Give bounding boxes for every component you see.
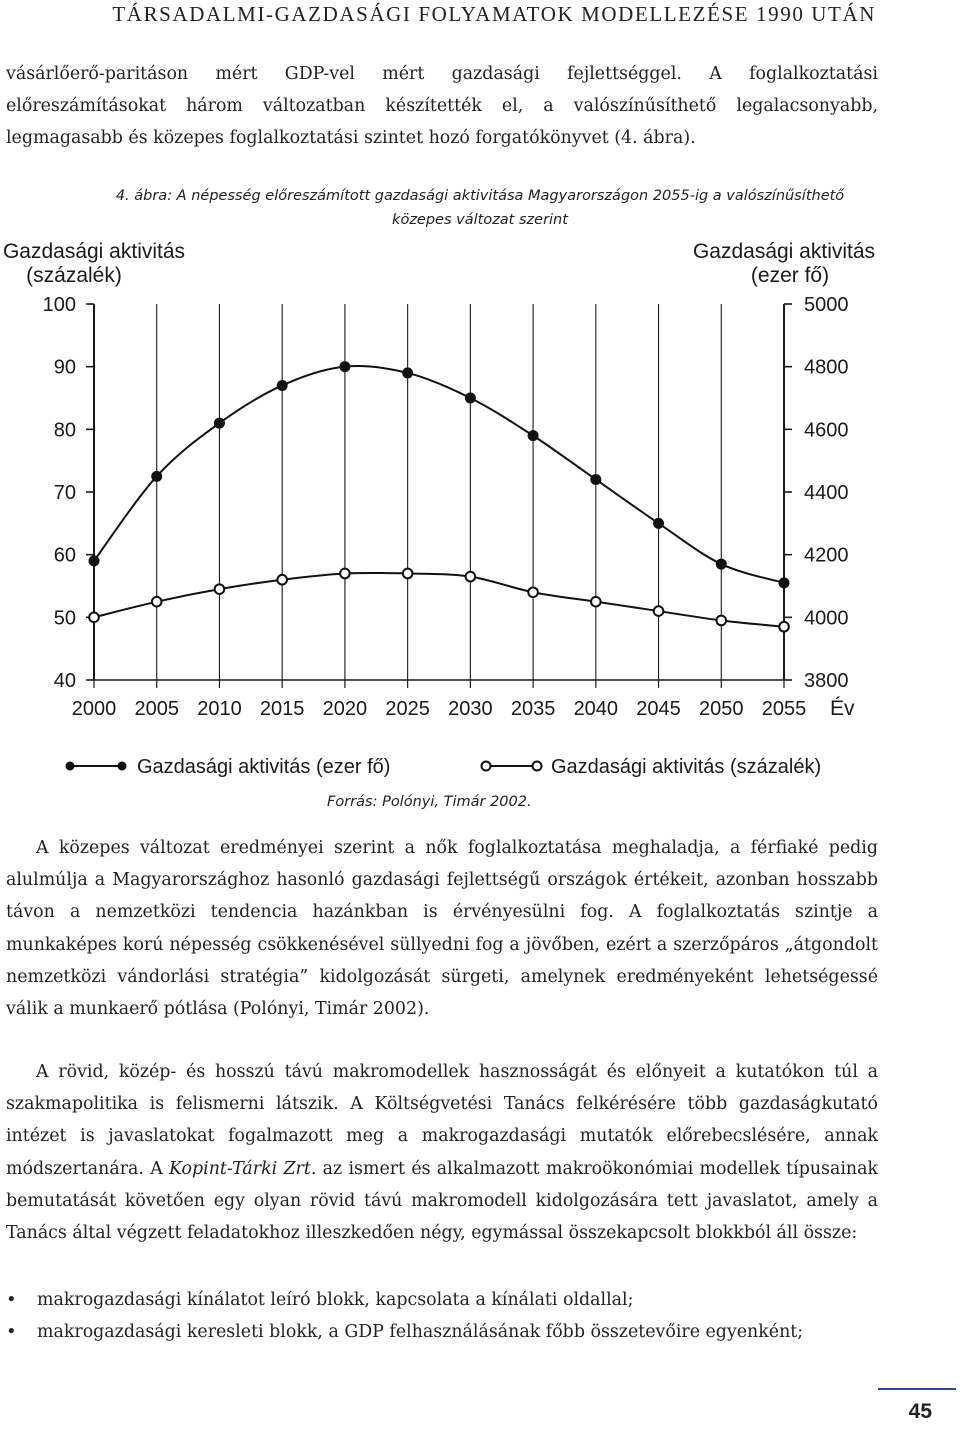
x-tick-label: 2020 (322, 698, 368, 720)
page-number-rule (878, 1388, 956, 1390)
page-number: 45 (908, 1400, 932, 1423)
data-point-szazalek (89, 613, 99, 623)
data-point-szazalek (591, 597, 601, 607)
data-point-szazalek (779, 622, 789, 632)
data-point-ezer-fo (151, 471, 162, 482)
data-point-ezer-fo (214, 418, 225, 429)
models-text-2: az ismert és alkalmazott makroökonómiai modellek típusainak bemutatását követően egy olyan rövid távú makromodell kidolgozására tett javaslatot, amely a Tanács által végzett feladatokhoz illeszkedően négy, egymással összekapcsolt blokkból áll össze: (6, 1158, 878, 1244)
legend-marker-filled-left (66, 762, 75, 771)
data-point-ezer-fo (528, 430, 539, 441)
left-tick-label: 70 (53, 482, 76, 504)
results-paragraph (6, 832, 878, 1025)
running-header: TÁRSADALMI-GAZDASÁGI FOLYAMATOK MODELLEZÉSE 1990 UTÁN (112, 2, 876, 26)
series-layer (89, 361, 790, 631)
data-point-ezer-fo (339, 361, 350, 372)
models-text-1: A rövid, közép- és hosszú távú makromodellek hasznosságát és előnyeit a kutatókon túl a szakmapolitika is felismerni látszik. A Költségvetési Tanács felkérésére több gazdaságkutató intézet is javaslatokat fogalmazott meg a makrogazdasági mutatók előrebecslésére, annak módszertanára. A (6, 1062, 878, 1179)
intro-paragraph: vásárlőerő-paritáson mért GDP-vel mért gazdasági fejlettséggel. A foglalkoztatási előreszámításokat három változatban készítették el, a valószínűsíthető legalacsonyabb, legmagasabb és közepes foglalkoztatási szintet hozó forgatókönyvet (4. ábra). (6, 64, 878, 149)
legend-label-ezer-fo: Gazdasági aktivitás (ezer fő) (137, 756, 391, 778)
figure-caption-line-1: 4. ábra: A népesség előreszámított gazdasági aktivitása Magyarországon 2055-ig a valószínűsíthető (115, 188, 845, 204)
x-tick-label: 2040 (573, 698, 619, 720)
figure-caption-line-2: közepes változat szerint (392, 212, 568, 228)
block-list (6, 1284, 878, 1348)
left-tick-label: 90 (53, 356, 76, 379)
data-point-szazalek (716, 616, 726, 626)
x-axis-label: Év (830, 697, 855, 720)
axis-layer (43, 294, 849, 720)
legend-marker-open-right (533, 762, 542, 771)
list-item-text: makrogazdasági kínálatot leíró blokk, kapcsolata a kínálati oldallal; (37, 1290, 634, 1310)
right-tick-label: 3800 (804, 670, 849, 692)
figure-source: Forrás: Polónyi, Timár 2002. (327, 794, 532, 810)
right-tick-label: 4800 (804, 356, 849, 379)
legend-marker-open-left (482, 762, 491, 771)
data-point-szazalek (340, 569, 350, 579)
data-point-szazalek (528, 587, 538, 597)
bullet-icon: • (6, 1321, 17, 1343)
x-tick-label: 2045 (636, 698, 681, 720)
series-line-ezer-fo (94, 366, 784, 583)
data-point-ezer-fo (89, 555, 100, 566)
left-axis-title-line-2: (százalék) (26, 264, 122, 287)
figure-caption (0, 184, 960, 232)
bullet-icon: • (6, 1289, 17, 1310)
x-tick-label: 2055 (761, 698, 807, 720)
right-tick-label: 4400 (804, 482, 849, 504)
left-tick-label: 40 (53, 670, 76, 692)
legend-label-szazalek: Gazdasági aktivitás (százalék) (551, 756, 822, 778)
left-tick-label: 80 (53, 419, 76, 442)
left-tick-label: 50 (53, 607, 76, 630)
right-tick-label: 4200 (804, 544, 849, 567)
right-tick-label: 5000 (804, 294, 849, 316)
left-tick-label: 100 (42, 294, 76, 316)
legend (66, 756, 822, 778)
x-tick-label: 2025 (385, 698, 430, 720)
legend-marker-filled-right (118, 762, 127, 771)
x-tick-label: 2050 (699, 698, 744, 720)
kopint-tarki-name: Kopint-Tárki Zrt. (169, 1158, 317, 1179)
data-point-szazalek (152, 597, 162, 607)
data-point-ezer-fo (590, 474, 601, 485)
right-tick-label: 4000 (804, 607, 849, 630)
x-tick-label: 2030 (448, 698, 493, 720)
grid-layer (94, 304, 784, 680)
data-point-ezer-fo (465, 393, 476, 404)
data-point-ezer-fo (277, 380, 288, 391)
right-axis-title-line-1: Gazdasági aktivitás (692, 240, 876, 263)
models-paragraph (6, 1056, 878, 1249)
left-axis-title-line-1: Gazdasági aktivitás (2, 240, 186, 263)
x-tick-label: 2015 (259, 698, 305, 720)
x-tick-label: 2005 (134, 698, 179, 720)
data-point-ezer-fo (653, 518, 664, 529)
data-point-ezer-fo (402, 367, 413, 378)
left-tick-label: 60 (53, 544, 76, 567)
x-tick-label: 2010 (197, 698, 242, 720)
series-line-szazalek (94, 573, 784, 627)
results-text: A közepes változat eredményei szerint a nők foglalkoztatása meghaladja, a férfiaké pedig alulmúlja a Magyarországhoz hasonló gazdasági fejlettségű országok értékeit, azonban hosszabb távon a nemzetközi tendencia hazánkban is érvényesülni fog. A foglalkoztatás szintje a munkaképes korú népesség csökkenésével süllyedni fog a jövőben, ezért a szerzőpáros „átgondolt nemzetközi vándorlási stratégia” kidolgozását sürgeti, amelynek eredményeként lehetségessé válik a munkaerő pótlása (Polónyi, Timár 2002). (6, 838, 878, 1020)
activity-chart (0, 232, 880, 792)
list-item (6, 1316, 878, 1348)
list-item-text: makrogazdasági keresleti blokk, a GDP felhasználásának főbb összetevőire egyenként; (37, 1322, 804, 1343)
x-tick-label: 2035 (510, 698, 556, 720)
data-point-ezer-fo (716, 559, 727, 570)
data-point-szazalek (403, 569, 413, 579)
data-point-szazalek (215, 584, 225, 594)
list-item (6, 1284, 878, 1316)
right-tick-label: 4600 (804, 419, 849, 442)
data-point-ezer-fo (779, 577, 790, 588)
data-point-szazalek (466, 572, 476, 582)
data-point-szazalek (277, 575, 287, 585)
data-point-szazalek (654, 606, 664, 616)
right-axis-title-line-2: (ezer fő) (750, 264, 830, 287)
x-tick-label: 2000 (71, 698, 117, 720)
